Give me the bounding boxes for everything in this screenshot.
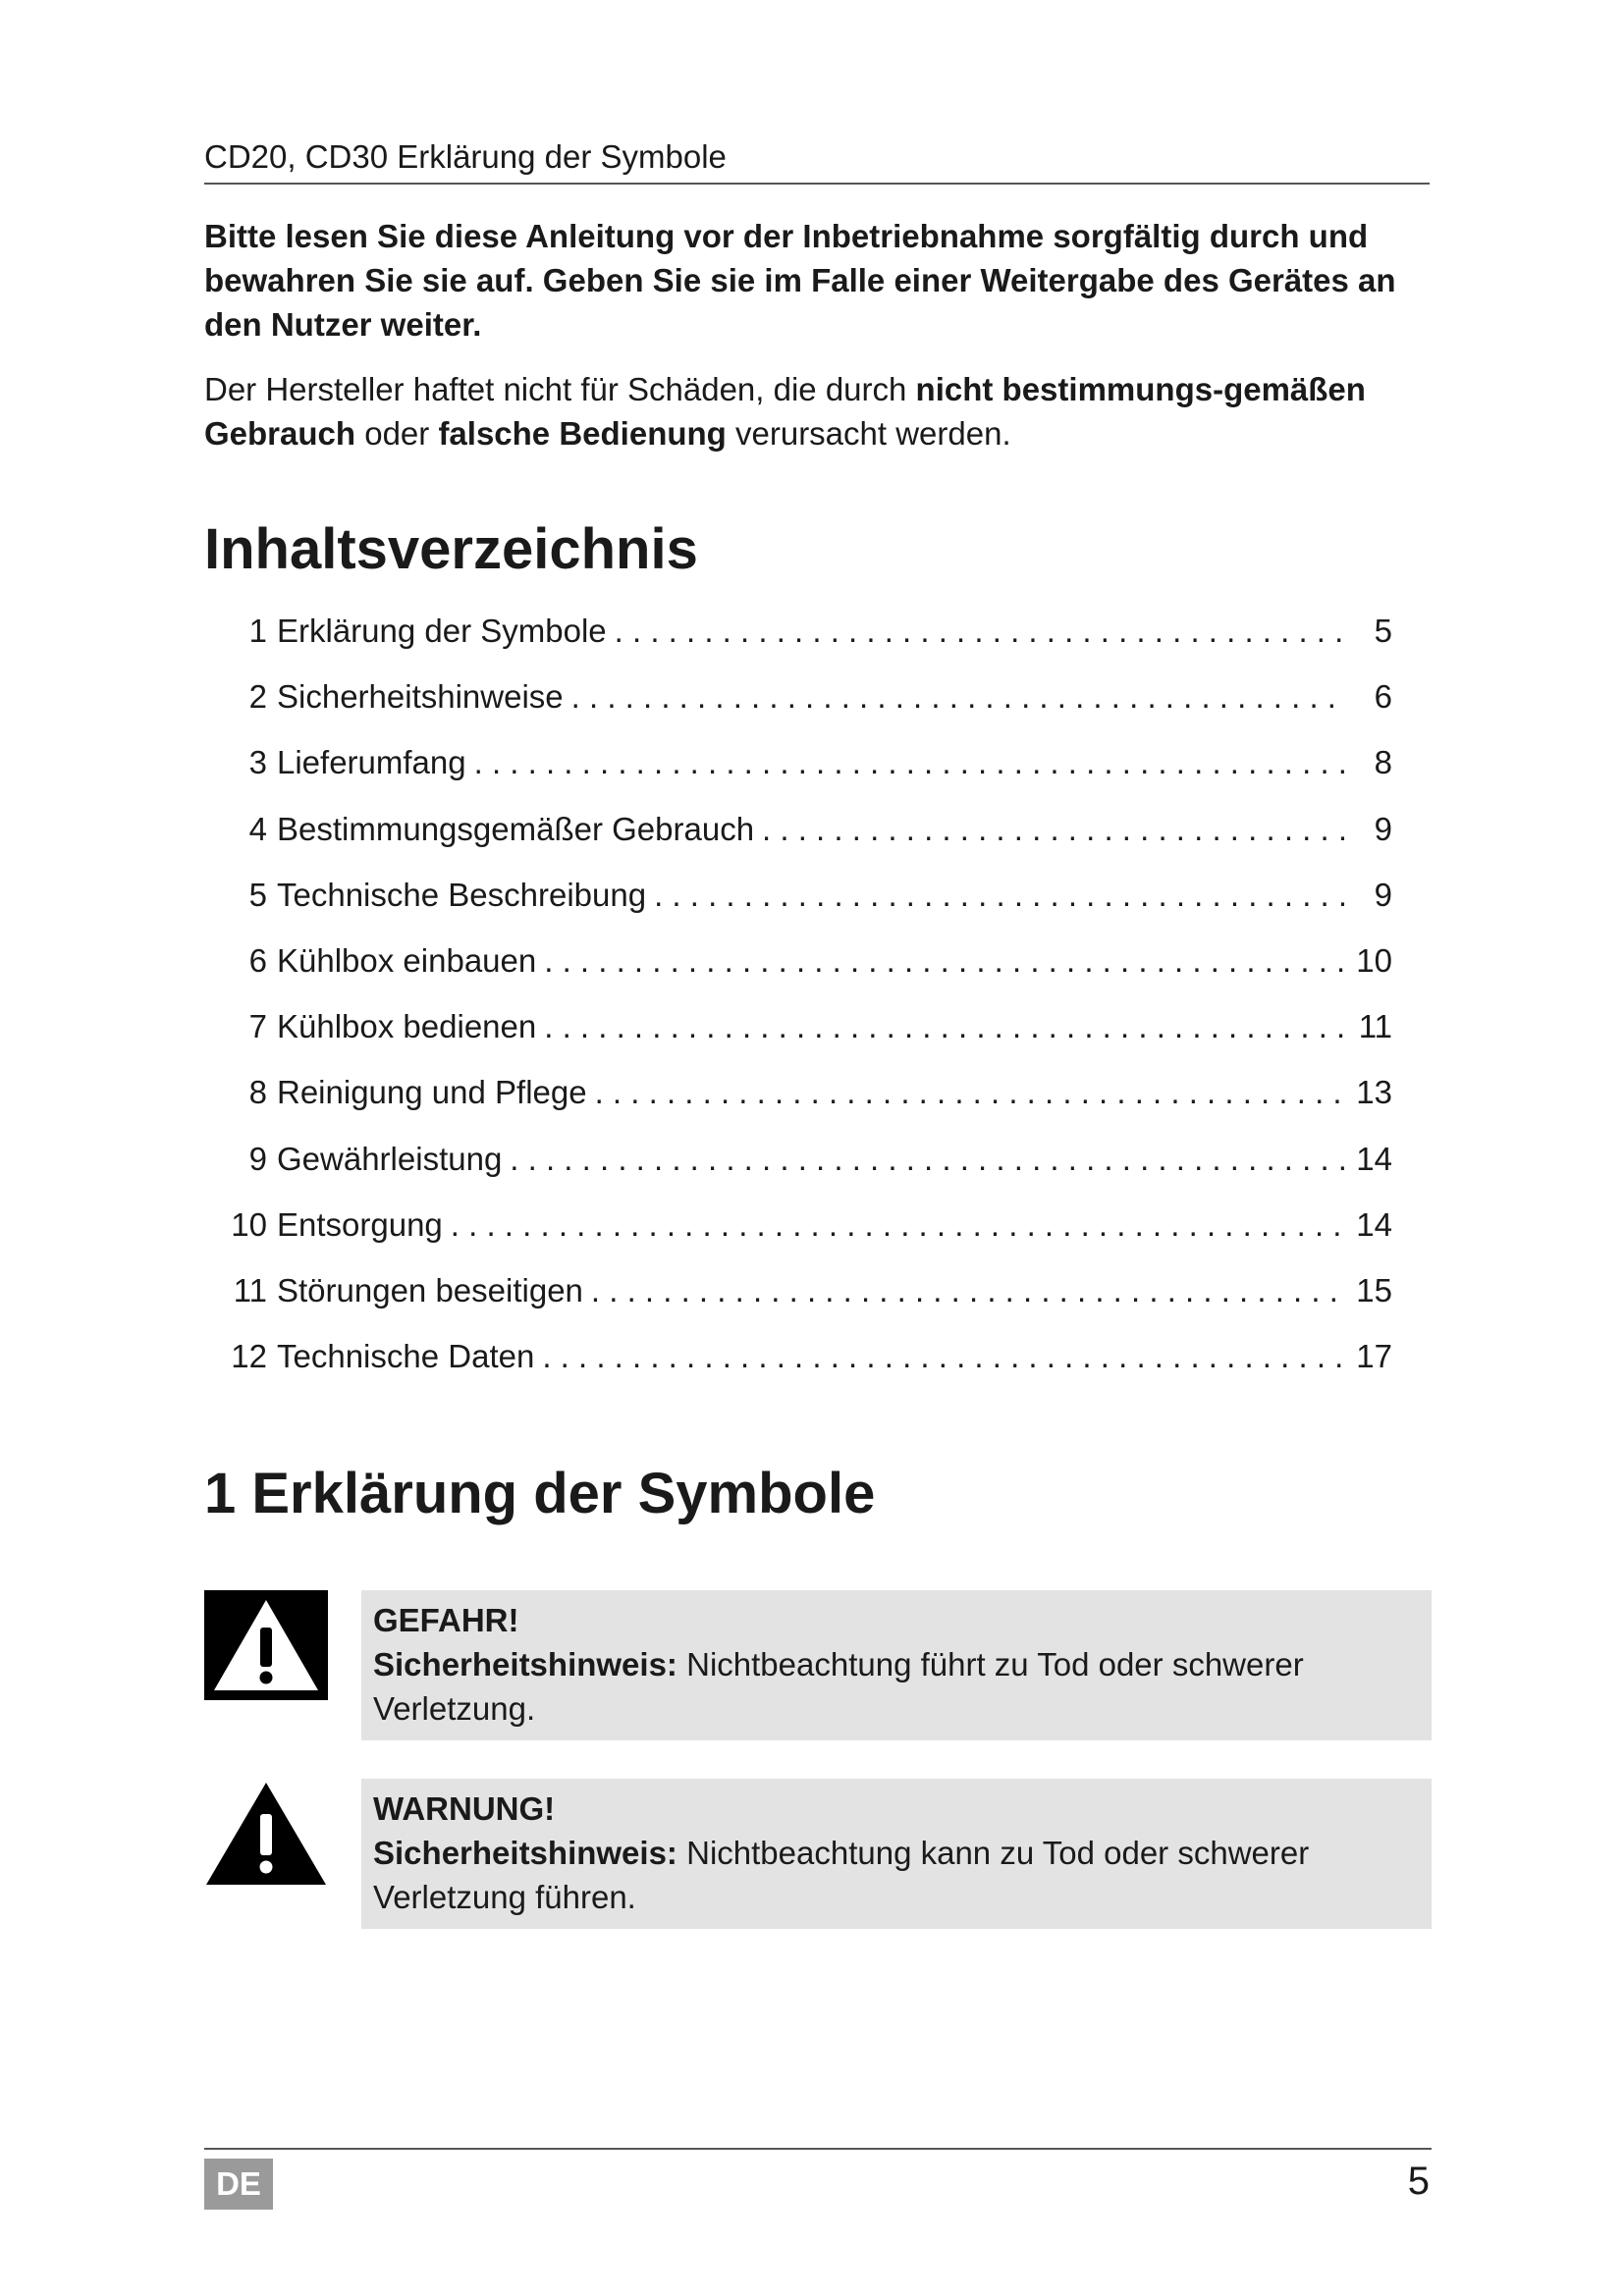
running-header: CD20, CD30 Erklärung der Symbole: [204, 135, 1430, 185]
page-number: 5: [1407, 2160, 1430, 2203]
toc-entry-page: 15: [1356, 1271, 1392, 1308]
toc-entry-title: Störungen beseitigen: [277, 1271, 583, 1308]
toc-leader-dots: [544, 1003, 1345, 1050]
toc-entry[interactable]: [214, 1333, 1392, 1399]
notice-label: WARNUNG!: [373, 1790, 556, 1827]
toc-leader-dots: [510, 1136, 1345, 1183]
toc-entry-page: 11: [1358, 1008, 1392, 1045]
warning-notice-box: [361, 1779, 1432, 1929]
toc-entry-title: Bestimmungsgemäßer Gebrauch: [277, 810, 755, 847]
notice-keyword: Sicherheitshinweis:: [373, 1646, 677, 1682]
danger-notice-box: [361, 1590, 1432, 1740]
toc-entry-title: Technische Daten: [277, 1338, 535, 1375]
toc-entry[interactable]: [214, 872, 1392, 937]
toc-entry-title: Sicherheitshinweise: [277, 678, 564, 716]
toc-entry-title: Kühlbox einbauen: [277, 941, 537, 979]
liability-text-3: verursacht werden.: [726, 415, 1011, 452]
toc-entry-page: 6: [1374, 678, 1392, 716]
toc-entry-number: 6: [248, 941, 267, 979]
toc-entry-number: 5: [248, 876, 267, 913]
intro-bold-paragraph: Bitte lesen Sie diese Anleitung vor der Inbetriebnahme sorgfältig durch und bewahren Sie sie auf. Geben Sie sie im Falle einer Weitergabe des Gerätes an den Nutzer weiter.: [204, 218, 1396, 343]
warning-triangle-icon: [204, 1779, 328, 1889]
toc-entry-title: Kühlbox bedienen: [277, 1008, 537, 1045]
toc-entry-page: 14: [1356, 1205, 1392, 1243]
toc-entry-title: Entsorgung: [277, 1205, 443, 1243]
toc-entry-page: 13: [1356, 1074, 1392, 1111]
toc-leader-dots: [654, 872, 1345, 919]
toc-entry-page: 10: [1356, 941, 1392, 979]
toc-leader-dots: [571, 673, 1345, 721]
manufacturer-liability-paragraph: [204, 367, 1441, 455]
toc-entry[interactable]: [214, 1003, 1392, 1069]
toc-entry[interactable]: [214, 1136, 1392, 1201]
toc-entry[interactable]: [214, 673, 1392, 739]
toc-entry-number: 8: [248, 1074, 267, 1111]
toc-leader-dots: [542, 1333, 1345, 1380]
toc-entry[interactable]: [214, 937, 1392, 1003]
toc-entry-number: 7: [248, 1008, 267, 1045]
notice-keyword: Sicherheitshinweis:: [373, 1835, 677, 1871]
section-title: 1 Erklärung der Symbole: [204, 1462, 876, 1525]
toc-entry[interactable]: [214, 1069, 1392, 1135]
toc-entry-number: 11: [233, 1271, 267, 1308]
toc-entry-number: 10: [231, 1205, 267, 1243]
footer-divider: [204, 2148, 1432, 2150]
toc-entry-number: 3: [248, 744, 267, 781]
toc-leader-dots: [474, 739, 1345, 786]
toc-entry-title: Gewährleistung: [277, 1140, 503, 1177]
toc-leader-dots: [591, 1267, 1345, 1314]
danger-warning-icon: [204, 1590, 328, 1700]
toc-entry[interactable]: [214, 806, 1392, 872]
liability-bold-1: nicht bestimmungs-gemäßen Gebrauch: [204, 371, 1366, 452]
toc-leader-dots: [615, 608, 1345, 655]
toc-entry-number: 4: [248, 810, 267, 847]
toc-leader-dots: [544, 937, 1345, 985]
toc-entry-title: Erklärung der Symbole: [277, 613, 607, 649]
toc-entry-title: Lieferumfang: [277, 744, 466, 781]
toc-entry-page: 8: [1374, 744, 1392, 781]
notice-label: GEFAHR!: [373, 1602, 519, 1638]
toc-entry-page: 14: [1356, 1140, 1392, 1177]
toc-entry-page: 9: [1374, 876, 1392, 913]
toc-entry-number: 12: [231, 1338, 267, 1375]
notice-text: Nichtbeachtung kann zu Tod oder schwerer Verletzung führen.: [373, 1835, 1310, 1915]
toc-leader-dots: [451, 1201, 1345, 1249]
toc-entry-page: 5: [1374, 613, 1392, 649]
toc-entry-title: Technische Beschreibung: [277, 876, 647, 913]
toc-entry-title: Reinigung und Pflege: [277, 1074, 587, 1111]
language-badge: DE: [204, 2159, 273, 2210]
toc-leader-dots: [595, 1069, 1345, 1116]
liability-text-2: oder: [355, 415, 439, 452]
toc-entry[interactable]: [214, 1201, 1392, 1267]
toc-entry-page: 9: [1374, 810, 1392, 847]
table-of-contents: [214, 608, 1392, 1399]
toc-entry-number: 2: [248, 678, 267, 716]
toc-entry-number: 9: [248, 1140, 267, 1177]
toc-entry-page: 17: [1356, 1338, 1392, 1375]
liability-text-1: Der Hersteller haftet nicht für Schäden, die durch: [204, 371, 916, 407]
toc-title: Inhaltsverzeichnis: [204, 517, 698, 581]
liability-bold-2: falsche Bedienung: [438, 415, 727, 452]
toc-entry[interactable]: [214, 608, 1392, 673]
toc-entry-number: 1: [248, 613, 267, 649]
toc-entry[interactable]: [214, 1267, 1392, 1333]
toc-leader-dots: [762, 806, 1345, 853]
toc-entry[interactable]: [214, 739, 1392, 805]
notice-text: Nichtbeachtung führt zu Tod oder schwerer Verletzung.: [373, 1646, 1304, 1727]
